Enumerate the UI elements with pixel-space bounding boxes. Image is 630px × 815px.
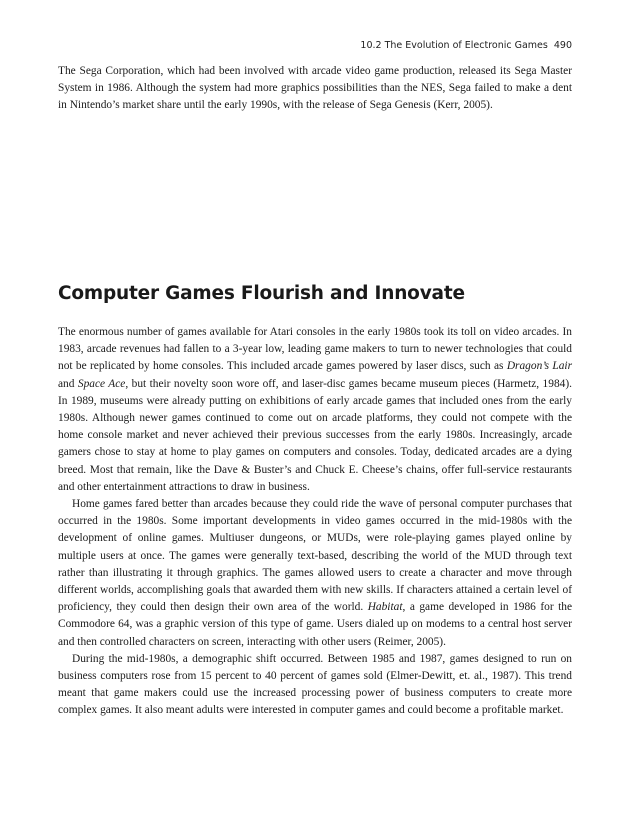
section-heading: Computer Games Flourish and Innovate [58,283,465,304]
page-number: 490 [553,40,572,51]
paragraph-1-text-c: , but their novelty soon wore off, and laser-disc games became museum pieces (Harmetz, 1984). In 1989, museums were already putting on exhibitions of early arcade games that included ones from the early 1980s. Although newer games continued to come out on arcade platforms, they could not compete with the home console market and never achieved their previous successes from the early 1980s. Increasingly, arcade gamers chose to stay at home to play games on computers and consoles. Today, dedicated arcades are a dying breed. Most that remain, like the Dave & Buster’s and Chuck E. Cheese’s chains, offer full-service restaurants and other entertainment attractions to draw in business. [58,377,572,493]
intro-paragraph: The Sega Corporation, which had been involved with arcade video game production, released its Sega Master System in 1986. Although the system had more graphics possibilities than the NES, Sega failed to make a dent in Nintendo’s market share until the early 1990s, with the release of Sega Genesis (Kerr, 2005). [58,65,572,112]
paragraph-1 [58,324,572,496]
paragraph-2-text-b: , a game developed in 1986 for the Commodore 64, was a graphic version of this type of game. Users dialed up on modems to a central host server and then controlled characters on screen, interacting with other users (Reimer, 2005). [58,601,573,648]
running-header [360,40,572,51]
italic-title-habitat: Habitat [367,601,403,614]
paragraph-2-text-a: Home games fared better than arcades because they could ride the wave of personal computer purchases that occurred in the 1980s. Some important developments in video games occurred in the mid-1980s with the development of online games. Multiuser dungeons, or MUDs, were role-playing games played online by multiple users at once. The games were generally text-based, describing the world of the MUD through text rather than illustrating it through graphics. The games allowed users to create a character and move through different worlds, accomplishing goals that awarded them with new skills. If characters attained a certain level of proficiency, they could then design their own area of the world. [58,498,572,614]
paragraph-3: During the mid-1980s, a demographic shift occurred. Between 1985 and 1987, games designed to run on business computers rose from 15 percent to 40 percent of games sold (Elmer-Dewitt, et. al., 1987). This trend meant that game makers could use the increased processing power of business computers to create more complex games. It also meant adults were interested in computer games and could become a profitable market. [58,652,572,717]
paragraph-1-text-b: and [58,377,78,390]
italic-title-space-ace: Space Ace [77,377,126,390]
paragraph-2 [58,496,572,651]
paragraph-1-text-a: The enormous number of games available for Atari consoles in the early 1980s took its toll on video arcades. In 1983, arcade revenues had fallen to a 3-year low, leading game makers to turn to newer technologies that could not be replicated by home consoles. This included arcade games powered by laser discs, such as [58,326,572,373]
header-section-label: 10.2 The Evolution of Electronic Games [360,40,548,51]
section-body [58,324,572,720]
italic-title-dragons-lair: Dragon’s Lair [506,360,573,373]
